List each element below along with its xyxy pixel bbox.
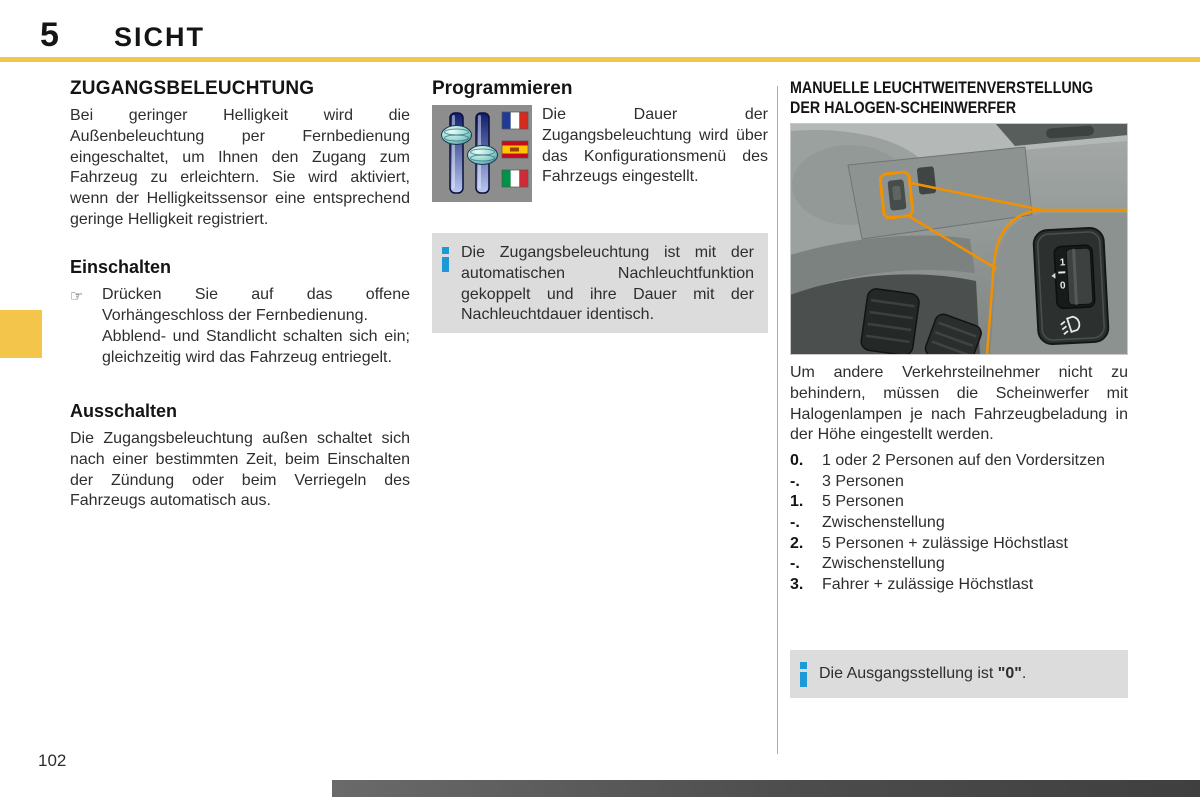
list-item: 1. 5 Personen <box>790 493 904 511</box>
column-divider <box>777 86 778 754</box>
blank-switch-slot <box>917 166 937 195</box>
page-edge-shadow <box>332 780 1200 797</box>
flag-italy-icon <box>502 170 528 187</box>
list-item: 0. 1 oder 2 Personen auf den Vordersitzen <box>790 452 1105 470</box>
programmieren-body: Die Dauer der Zugangsbeleuchtung wird über das Konfigurationsmenü des Fahrzeugs eingestellt. <box>542 106 768 186</box>
list-item: -. Zwischenstellung <box>790 513 945 531</box>
flag-france-icon <box>502 112 528 129</box>
leveling-positions-list <box>790 451 1128 595</box>
info-box-programmieren <box>432 233 768 333</box>
page-number: 102 <box>38 751 67 770</box>
einschalten-instruction: Drücken Sie auf das offene Vorhängeschloss der Fernbedienung. <box>102 285 410 324</box>
wheel-marking-dash <box>1058 271 1065 273</box>
pointing-hand-icon: ☞ <box>70 286 84 305</box>
section-title-programmieren: Programmieren <box>432 78 573 99</box>
section-title-einschalten: Einschalten <box>70 256 172 277</box>
list-item: -. Zwischenstellung <box>790 555 945 573</box>
flag-spain-icon <box>502 141 528 158</box>
section-title-leuchtweitenverstellung-line1: MANUELLE LEUCHTWEITENVERSTELLUNG <box>790 78 1094 97</box>
config-menu-illustration <box>432 105 532 202</box>
page-title: SICHT <box>114 22 205 52</box>
info-icon <box>442 247 449 272</box>
zugangsbeleuchtung-intro: Bei geringer Helligkeit wird die Außenbeleuchtung per Fernbedienung eingeschaltet, um Ihnen den Zugang zum Fahrzeug zu erleichtern. Sie wird aktiviert, wenn der Helligkeitssensor eine entsprechend geringe Helligkeit registriert. <box>70 107 410 228</box>
wheel-marking-1: 1 <box>1059 257 1066 269</box>
right-column <box>790 78 1128 698</box>
section-title-leuchtweitenverstellung-line2: DER HALOGEN-SCHEINWERFER <box>790 98 1017 117</box>
list-item: 2. 5 Personen + zulässige Höchstlast <box>790 534 1068 552</box>
chapter-number: 5 <box>40 16 59 54</box>
leveling-intro: Um andere Verkehrsteilnehmer nicht zu behindern, müssen die Scheinwerfer mit Halogenlampen je nach Fahrzeugbeladung in der Höhe eingestellt werden. <box>790 364 1128 444</box>
leveling-wheel <box>1066 248 1093 305</box>
leveling-switch-unit <box>1033 227 1109 345</box>
info-box-text: Die Ausgangsstellung ist "0". <box>819 664 1027 682</box>
info-box-text: Die Zugangsbeleuchtung ist mit der automatischen Nachleuchtfunktion gekoppelt und ihre Dauer mit der Nachleuchtdauer identisch. <box>461 244 754 324</box>
einschalten-bullet <box>70 285 410 369</box>
section-title-zugangsbeleuchtung: ZUGANGSBELEUCHTUNG <box>70 78 315 99</box>
einschalten-result: Abblend- und Standlicht schalten sich ein; gleichzeitig wird das Fahrzeug entriegelt. <box>102 328 410 367</box>
middle-column <box>432 78 768 333</box>
list-item: 3. Fahrer + zulässige Höchstlast <box>790 575 1034 593</box>
list-item: -. 3 Personen <box>790 472 904 490</box>
chapter-side-tab <box>0 310 42 358</box>
section-title-ausschalten: Ausschalten <box>70 400 178 421</box>
left-column <box>70 78 410 512</box>
dashboard-illustration <box>790 123 1128 355</box>
ausschalten-body: Die Zugangsbeleuchtung außen schaltet sich nach einer bestimmten Zeit, beim Einschalten der Zündung oder beim Verriegeln des Fahrzeugs automatisch aus. <box>70 429 410 510</box>
leveling-switch-small <box>892 186 901 201</box>
wheel-marking-0: 0 <box>1059 280 1066 292</box>
header-rule <box>0 57 1200 62</box>
info-icon <box>800 662 807 687</box>
pedal <box>860 288 920 355</box>
info-box-ausgangsstellung <box>790 650 1128 698</box>
